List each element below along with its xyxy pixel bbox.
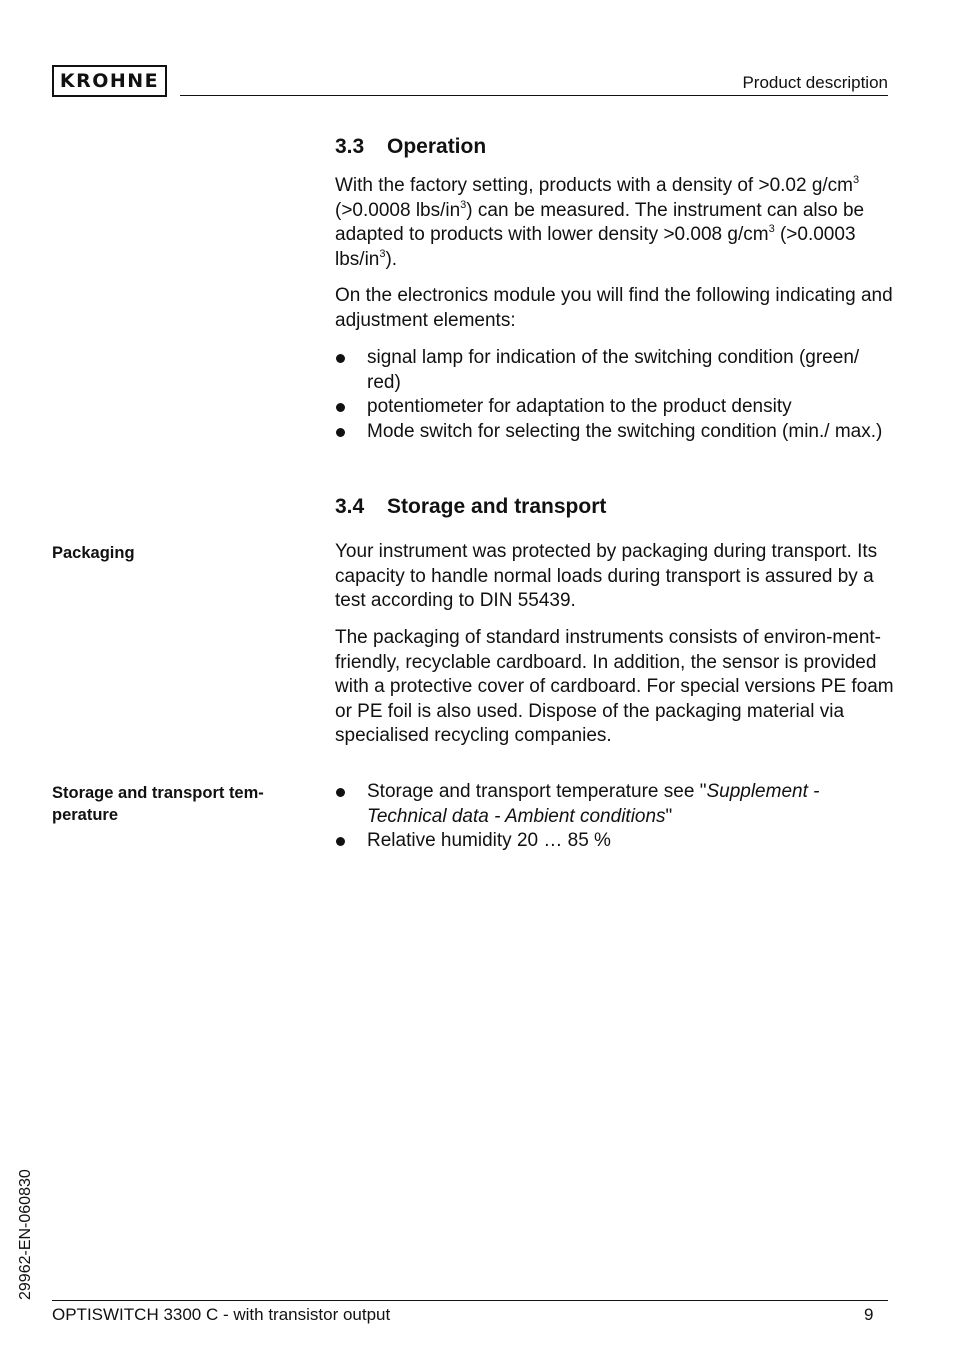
list-item bbox=[335, 346, 895, 395]
heading-title: Operation bbox=[387, 135, 487, 158]
list-item-text: Relative humidity 20 … 85 % bbox=[367, 830, 611, 851]
header-section-title: Product description bbox=[742, 73, 888, 92]
heading-number: 3.3 bbox=[335, 135, 365, 158]
list-item-text: signal lamp for indication of the switching condition (green/ red) bbox=[367, 347, 860, 393]
packaging-paragraph-1: Your instrument was protected by packaging during transport. Its capacity to handle normal loads during transport is assured by a test according to DIN 55439. bbox=[335, 541, 878, 611]
krohne-logo bbox=[52, 65, 167, 97]
cross-reference: Supplement - Technical data - Ambient conditions bbox=[367, 781, 820, 827]
text-run: (>0.0008 lbs/in bbox=[335, 199, 461, 221]
margin-label-storage-temperature: Storage and transport tem-perature bbox=[52, 784, 264, 824]
operation-density-paragraph bbox=[335, 174, 895, 272]
bullet-icon bbox=[336, 354, 345, 363]
logo-text: KROHNE bbox=[59, 69, 160, 92]
superscript: 3 bbox=[768, 223, 775, 235]
text-run: (>0.0003 lbs/in bbox=[335, 224, 856, 270]
text-run: ). bbox=[385, 248, 398, 270]
heading-storage-transport bbox=[335, 495, 606, 519]
list-item-text: potentiometer for adaptation to the product density bbox=[367, 396, 792, 417]
packaging-paragraph-2: The packaging of standard instruments consists of environ-ment-friendly, recyclable cardboard. In addition, the sensor is provided with a protective cover of cardboard. For special versions PE foam or PE foil is also used. Dispose of the packaging material via specialised recycling companies. bbox=[335, 627, 894, 746]
page-number: 9 bbox=[864, 1305, 874, 1324]
superscript: 3 bbox=[853, 174, 860, 186]
document-code: 29962-EN-060830 bbox=[17, 1169, 34, 1300]
list-item bbox=[335, 420, 895, 445]
header-rule bbox=[180, 95, 888, 96]
margin-label-packaging: Packaging bbox=[52, 544, 135, 562]
list-item bbox=[335, 829, 895, 854]
bullet-icon bbox=[336, 403, 345, 412]
text-run: ) can be measured. The instrument can also be adapted to products with lower density >0.008 g/cm bbox=[335, 199, 865, 245]
bullet-icon bbox=[336, 837, 345, 846]
list-item bbox=[335, 780, 895, 829]
heading-operation bbox=[335, 135, 486, 159]
bullet-icon bbox=[336, 788, 345, 797]
heading-title: Storage and transport bbox=[387, 495, 607, 518]
footer-rule bbox=[52, 1300, 888, 1301]
text-run: With the factory setting, products with a density of >0.02 g/cm bbox=[335, 175, 854, 196]
operation-elements-intro: On the electronics module you will find the following indicating and adjustment elements: bbox=[335, 285, 893, 331]
bullet-icon bbox=[336, 428, 345, 437]
superscript: 3 bbox=[460, 198, 467, 211]
storage-conditions-list bbox=[335, 780, 895, 854]
footer-product-title: OPTISWITCH 3300 C - with transistor output bbox=[52, 1305, 391, 1324]
heading-number: 3.4 bbox=[335, 495, 365, 518]
text-run: Storage and transport temperature see " bbox=[367, 781, 707, 802]
list-item-text: Mode switch for selecting the switching condition (min./ max.) bbox=[367, 420, 883, 442]
list-item bbox=[335, 395, 895, 420]
superscript: 3 bbox=[379, 247, 386, 260]
operation-elements-list bbox=[335, 346, 895, 444]
text-run: " bbox=[665, 805, 673, 827]
